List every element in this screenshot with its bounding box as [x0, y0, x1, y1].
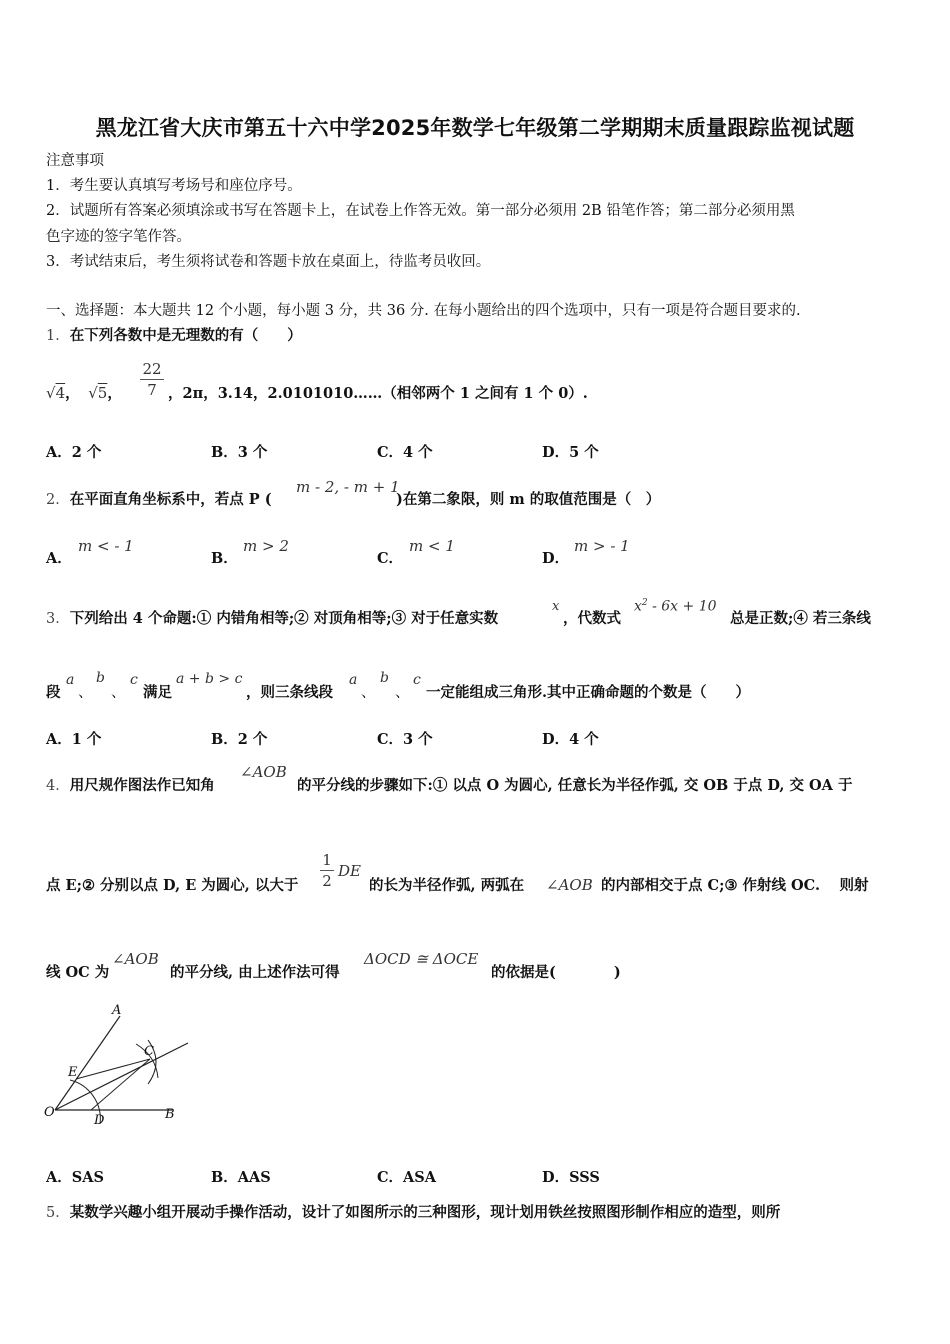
- q2-option-a-math: m < - 1: [78, 537, 134, 555]
- q2-option-c[interactable]: C．: [377, 550, 404, 567]
- question-4-line-3: 线 OC 为: [46, 964, 110, 981]
- inequality-a-b-c: a + b > c: [176, 671, 243, 687]
- q4-option-c[interactable]: C．ASA: [377, 1169, 437, 1186]
- question-1-list-rest: ，2π，3.14，2.0101010……（相邻两个 1 之间有 1 个 0）.: [168, 385, 588, 402]
- q4-option-b[interactable]: B．AAS: [211, 1169, 271, 1186]
- q3-line-2-end: 一定能组成三角形.其中正确命题的个数是（ ）: [426, 684, 751, 701]
- var-b-2: b: [380, 670, 389, 686]
- section-heading: 一、选择题：本大题共 12 个小题，每小题 3 分，共 36 分. 在每小题给出的四个选项中，只有一项是符合题目要求的.: [46, 303, 801, 319]
- question-2-stem-rest: )在第二象限，则 m 的取值范围是（ ）: [396, 491, 661, 508]
- q2-option-c-math: m < 1: [409, 537, 455, 555]
- question-4-line-2-end: 的内部相交于点 C;③ 作射线 OC. 则射: [601, 877, 869, 894]
- var-a-2: a: [349, 672, 358, 688]
- question-4-line-3-mid: 的平分线, 由上述作法可得: [170, 964, 340, 981]
- point-p-coordinates: m - 2, - m + 1: [296, 478, 400, 496]
- question-4-line-3-end: 的依据是( ): [491, 964, 621, 981]
- label-d: D: [94, 1113, 105, 1128]
- q2-option-b[interactable]: B．: [211, 550, 238, 567]
- question-3-line-1: 3．下列给出 4 个命题:① 内错角相等;② 对顶角相等;③ 对于任意实数: [46, 610, 499, 627]
- sqrt-4: √4: [46, 384, 66, 402]
- angle-bisector-figure: [40, 1000, 200, 1135]
- question-1-stem: [46, 326, 302, 346]
- congruence-ocd-oce: ΔOCD ≅ ΔOCE: [364, 950, 479, 968]
- question-5-stem: 5．某数学兴趣小组开展动手操作活动，设计了如图所示的三种图形，现计划用铁丝按照图形制作相应的造型，则所: [46, 1204, 781, 1221]
- q3-text-expression-intro: ，代数式: [563, 610, 621, 627]
- label-b: B: [165, 1107, 175, 1122]
- notice-heading: 注意事项: [46, 153, 104, 169]
- segment-de: DE: [338, 862, 361, 880]
- question-number: 1．: [46, 328, 70, 344]
- expression-x2-6x-10: $x^2 - 6x + 10$: [634, 598, 717, 615]
- q2-option-d-math: m > - 1: [574, 537, 630, 555]
- q3-option-b[interactable]: B．2 个: [211, 731, 268, 748]
- q2-option-a[interactable]: A．: [46, 550, 72, 567]
- q1-option-c[interactable]: C．4 个: [377, 444, 433, 461]
- page-title: 黑龙江省大庆市第五十六中学2025年数学七年级第二学期期末质量跟踪监视试题: [95, 116, 855, 140]
- q3-option-a[interactable]: A．1 个: [46, 731, 102, 748]
- angle-aob-2: ∠AOB: [546, 876, 593, 894]
- var-b: b: [96, 670, 105, 686]
- var-x: x: [552, 599, 560, 614]
- q4-option-d[interactable]: D．SSS: [542, 1169, 600, 1186]
- question-4-line-2: 点 E;② 分别以点 D, E 为圆心, 以大于: [46, 877, 299, 894]
- question-2-stem: 2．在平面直角坐标系中，若点 P (: [46, 491, 272, 508]
- question-4-line-2-mid: 的长为半径作弧, 两弧在: [369, 877, 525, 894]
- notice-item-2: 2．试题所有答案必须填涂或书写在答题卡上，在试卷上作答无效。第一部分必须用 2B 铅笔作答；第二部分必须用黑: [46, 203, 795, 219]
- var-c-2: c: [413, 672, 421, 688]
- question-4-line-1: 4．用尺规作图法作已知角: [46, 777, 215, 794]
- q4-option-a[interactable]: A．SAS: [46, 1169, 104, 1186]
- q1-option-d[interactable]: D．5 个: [542, 444, 599, 461]
- label-o: O: [44, 1105, 55, 1120]
- notice-item-3: 3．考试结束后，考生须将试卷和答题卡放在桌面上，待监考员收回。: [46, 254, 491, 270]
- q2-option-d[interactable]: D．: [542, 550, 570, 567]
- angle-aob: ∠AOB: [240, 763, 287, 781]
- notice-item-1: 1．考生要认真填写考场号和座位序号。: [46, 178, 302, 194]
- notice-item-2-cont: 色字迹的签字笔作答。: [46, 229, 191, 245]
- q2-option-b-math: m > 2: [243, 537, 289, 555]
- q3-text-segments: ，则三条线段: [246, 684, 333, 701]
- question-4-line-1-rest: 的平分线的步骤如下:① 以点 O 为圆心, 任意长为半径作弧, 交 OB 于点 D, 交 OA 于: [297, 777, 853, 794]
- q3-line-1-end: 总是正数;④ 若三条线: [730, 610, 871, 627]
- sqrt-5: √5: [88, 384, 108, 402]
- var-c: c: [130, 672, 138, 688]
- var-a: a: [66, 672, 75, 688]
- fraction-22-7: 22 7: [140, 359, 164, 400]
- q1-option-a[interactable]: A．2 个: [46, 444, 102, 461]
- q3-option-c[interactable]: C．3 个: [377, 731, 433, 748]
- question-text: 在下列各数中是无理数的有（ ）: [69, 327, 302, 344]
- q3-option-d[interactable]: D．4 个: [542, 731, 599, 748]
- label-e: E: [68, 1065, 78, 1080]
- ray-oa: [55, 1016, 120, 1110]
- q3-text-satisfy: 满足: [143, 684, 172, 701]
- label-a: A: [112, 1003, 122, 1018]
- angle-aob-3: ∠AOB: [112, 950, 159, 968]
- question-number: 2．: [46, 492, 70, 508]
- q3-line-2-start: 段: [46, 684, 61, 701]
- question-1-number-list: √4， √5，: [46, 384, 122, 402]
- label-c: C: [144, 1044, 154, 1059]
- fraction-half: 1 2: [320, 850, 334, 891]
- q1-option-b[interactable]: B．3 个: [211, 444, 268, 461]
